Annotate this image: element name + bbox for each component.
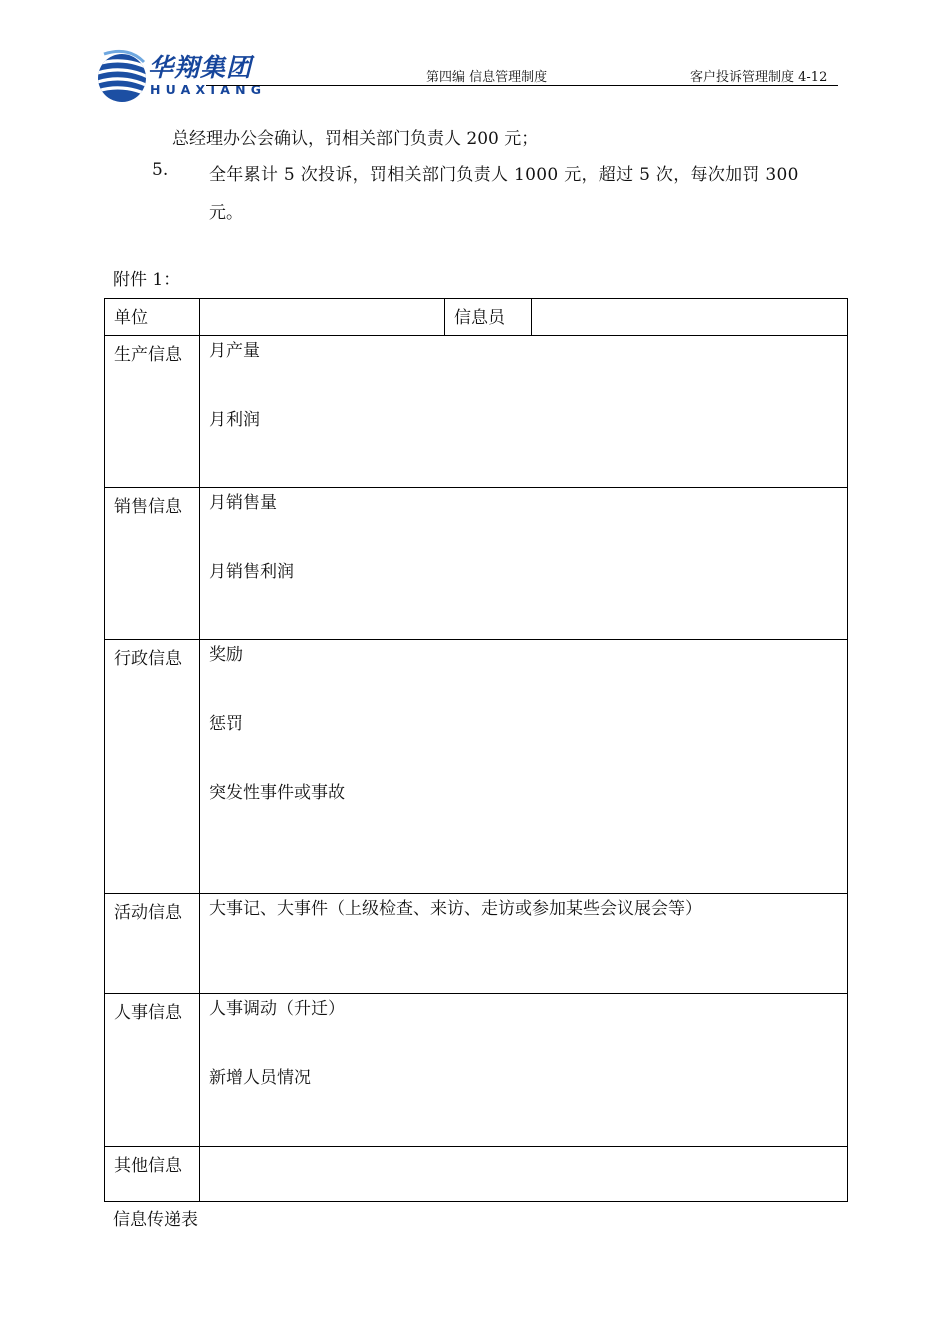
form-header-row — [105, 299, 848, 336]
attachment-label: 附件 1： — [113, 270, 181, 290]
row-content-production[interactable] — [200, 336, 848, 488]
row-content-sales[interactable] — [200, 488, 848, 640]
row-label-personnel: 人事信息 — [105, 994, 200, 1147]
header-divider — [206, 85, 838, 86]
row-content-admin[interactable] — [200, 640, 848, 894]
field-incidents: 突发性事件或事故 — [209, 783, 345, 803]
table-row — [105, 1147, 848, 1202]
table-row — [105, 994, 848, 1147]
row-label-production: 生产信息 — [105, 336, 200, 488]
info-transfer-form — [104, 298, 848, 1202]
list-item-text-continued: 元。 — [209, 203, 243, 223]
table-row — [105, 640, 848, 894]
field-monthly-output: 月产量 — [209, 341, 260, 361]
table-row — [105, 894, 848, 994]
table-row — [105, 488, 848, 640]
informant-label: 信息员 — [445, 299, 532, 336]
row-label-other: 其他信息 — [105, 1147, 200, 1202]
field-penalties: 惩罚 — [209, 714, 243, 734]
body-paragraph: 总经理办公会确认，罚相关部门负责人 200 元； — [172, 129, 539, 149]
row-content-activities[interactable] — [200, 894, 848, 994]
list-item-number: 5. — [152, 160, 169, 180]
row-label-admin: 行政信息 — [105, 640, 200, 894]
field-rewards: 奖励 — [209, 645, 243, 665]
field-new-staff: 新增人员情况 — [209, 1068, 311, 1088]
informant-field[interactable] — [532, 299, 848, 336]
field-major-events: 大事记、大事件（上级检查、来访、走访或参加某些会议展会等） — [209, 899, 702, 919]
row-content-personnel[interactable] — [200, 994, 848, 1147]
globe-logo-icon — [96, 48, 148, 108]
logo-chinese-text: 华翔集团 — [148, 53, 253, 82]
field-monthly-sales: 月销售量 — [209, 493, 277, 513]
row-content-other[interactable] — [200, 1147, 848, 1202]
table-caption: 信息传递表 — [113, 1210, 198, 1230]
unit-label: 单位 — [105, 299, 200, 336]
company-logo — [96, 46, 276, 108]
page-header — [0, 0, 950, 110]
table-row — [105, 336, 848, 488]
header-section-title: 第四编 信息管理制度 — [426, 70, 548, 85]
row-label-activities: 活动信息 — [105, 894, 200, 994]
row-label-sales: 销售信息 — [105, 488, 200, 640]
field-monthly-profit: 月利润 — [209, 410, 260, 430]
header-doc-title: 客户投诉管理制度 4-12 — [690, 70, 828, 85]
list-item-text: 全年累计 5 次投诉，罚相关部门负责人 1000 元，超过 5 次，每次加罚 300 — [209, 165, 799, 185]
logo-english-text: HUAXIANG — [150, 82, 267, 97]
field-transfers: 人事调动（升迁） — [209, 999, 345, 1019]
unit-field[interactable] — [200, 299, 445, 336]
field-monthly-sales-profit: 月销售利润 — [209, 562, 294, 582]
